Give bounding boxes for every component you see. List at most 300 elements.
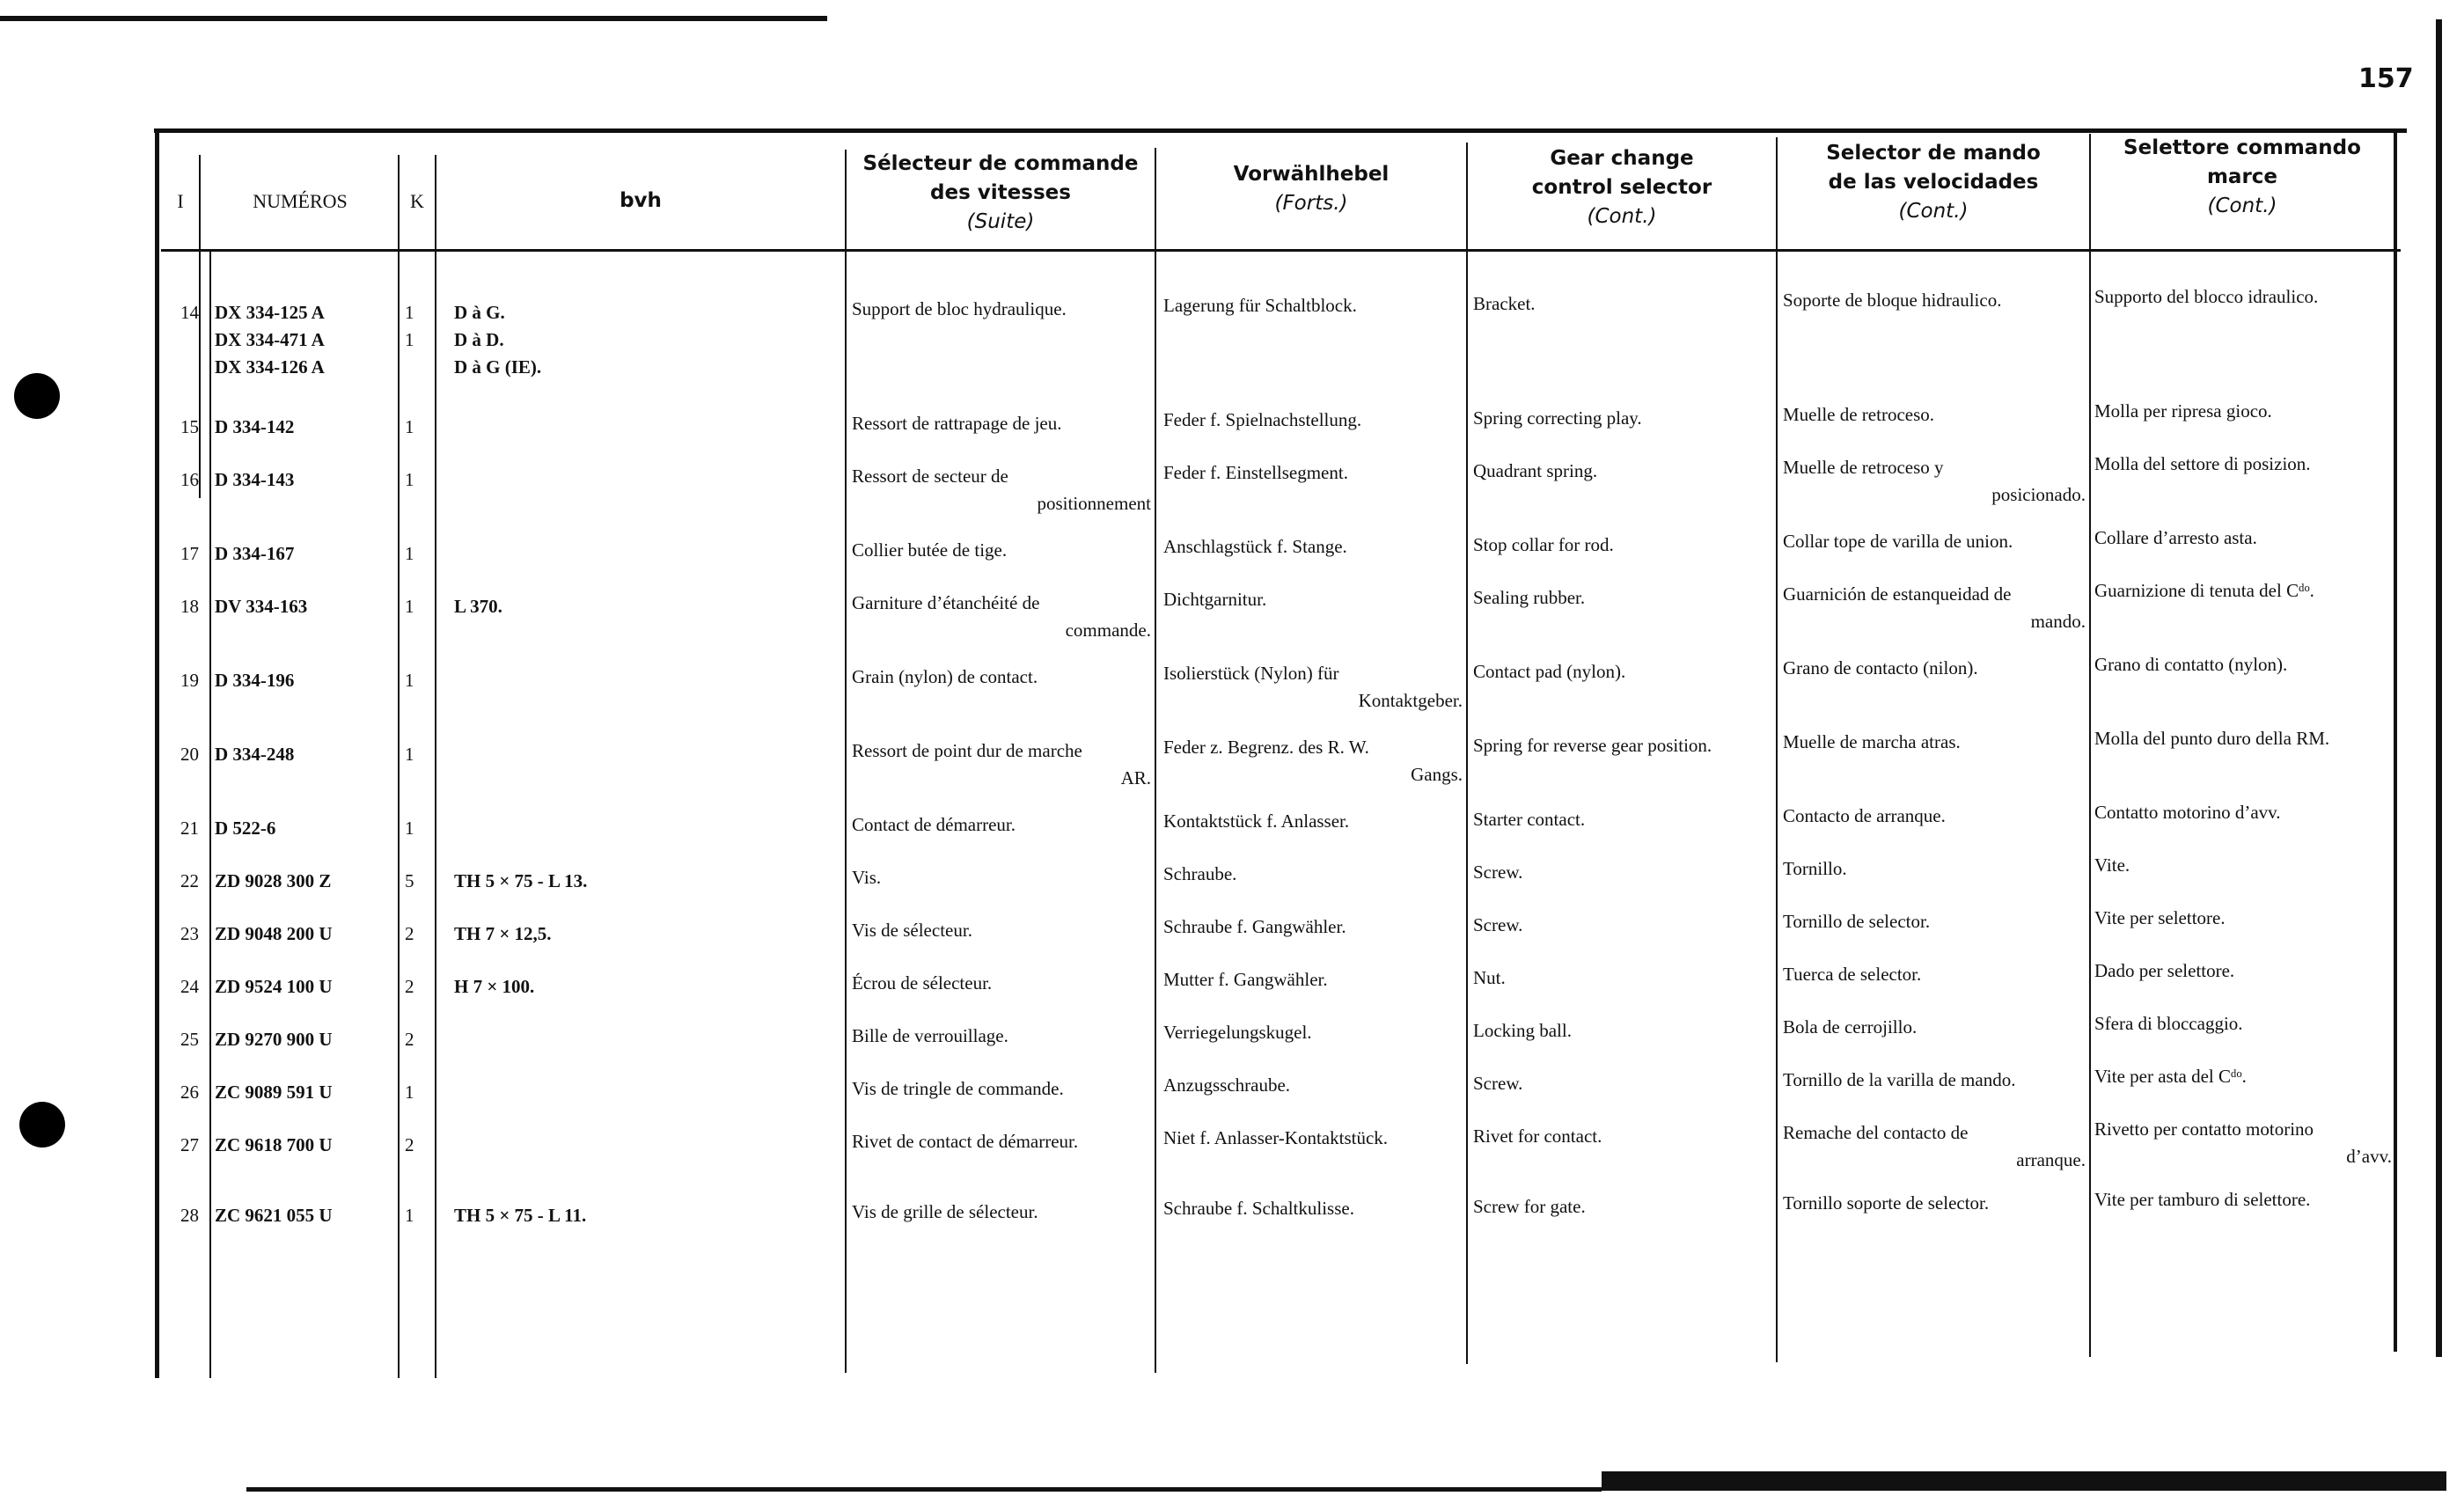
cell-en: [1473, 964, 1772, 992]
header-spanish: [1778, 139, 2089, 226]
cell-de: [1163, 861, 1463, 888]
cell-de-line: Feder z. Begrenz. des R. W.: [1163, 737, 1369, 758]
cell-num-line: ZD 9048 200 U: [215, 923, 333, 944]
cell-i: [167, 667, 199, 694]
cell-es-line: Tornillo de la varilla de mando.: [1783, 1069, 2016, 1090]
cell-i-line: 21: [180, 818, 199, 839]
cell-num: [215, 540, 395, 568]
cell-it: [2094, 1116, 2392, 1170]
cell-num: [215, 973, 395, 1001]
cell-bvh: [454, 973, 832, 1001]
cell-es: [1783, 1014, 2086, 1041]
cell-it-line: Dado per selettore.: [2094, 960, 2235, 981]
cell-it-line: Vite per selettore.: [2094, 907, 2226, 928]
cell-en-line: Nut.: [1473, 967, 1506, 988]
cell-num-line: DV 334-163: [215, 596, 308, 617]
cell-it: [2094, 957, 2392, 985]
column-divider: [1155, 148, 1156, 1373]
cell-bvh-line: L 370.: [454, 596, 502, 617]
cell-k-line: 2: [405, 1134, 414, 1155]
header-french-line: Sélecteur de commande: [862, 152, 1139, 175]
cell-de-line: Dichtgarnitur.: [1163, 589, 1267, 610]
cell-de-line: Isolierstück (Nylon) für: [1163, 663, 1339, 684]
cell-it: [2094, 725, 2392, 752]
cell-num-line: DX 334-471 A: [215, 329, 325, 350]
cell-k-line: 1: [405, 329, 414, 350]
cell-bvh: [454, 868, 832, 895]
bottom-scan-bar-thick: [1602, 1471, 2446, 1491]
cell-fr: [852, 410, 1151, 437]
cell-de-line: Schraube.: [1163, 863, 1237, 884]
cell-num-line: ZC 9618 700 U: [215, 1134, 333, 1155]
cell-de: [1163, 586, 1463, 613]
cell-it-line: Vite.: [2094, 854, 2130, 876]
cell-fr: [852, 1075, 1151, 1103]
cell-fr-line: Vis de tringle de commande.: [852, 1078, 1064, 1099]
header-bottom-rule: [161, 249, 2401, 252]
cell-en-line: Locking ball.: [1473, 1020, 1572, 1041]
cell-num-line: ZD 9270 900 U: [215, 1029, 333, 1050]
cell-num-line: ZD 9524 100 U: [215, 976, 333, 997]
cell-it-line: Molla per ripresa gioco.: [2094, 400, 2272, 422]
cell-i-line: 26: [180, 1082, 199, 1103]
header-english-line: control selector: [1531, 176, 1712, 199]
cell-k: [405, 667, 431, 694]
cell-fr: [852, 737, 1151, 792]
cell-num-line: ZC 9621 055 U: [215, 1205, 333, 1226]
cell-en: [1473, 658, 1772, 686]
cell-k: [405, 466, 431, 494]
cell-en-line: Screw.: [1473, 1073, 1523, 1094]
cell-it-line: Vite per tamburo di selettore.: [2094, 1189, 2311, 1210]
cell-k-line: 1: [405, 416, 414, 437]
cell-de-line: Anschlagstück f. Stange.: [1163, 536, 1347, 557]
table-top-border: [154, 128, 2407, 133]
column-divider: [1776, 137, 1778, 1362]
cell-i-line: 24: [180, 976, 199, 997]
header-french-line: des vitesses: [930, 181, 1071, 204]
header-german-line: (Forts.): [1274, 192, 1348, 215]
cell-en-line: Stop collar for rod.: [1473, 534, 1614, 555]
cell-k: [405, 1026, 431, 1053]
cell-fr-line: Écrou de sélecteur.: [852, 972, 993, 994]
cell-it: [2094, 1010, 2392, 1038]
cell-fr-line: AR.: [1120, 767, 1151, 788]
header-bvh: bvh: [620, 189, 662, 212]
cell-de-line: Kontaktstück f. Anlasser.: [1163, 810, 1350, 832]
cell-es: [1783, 655, 2086, 682]
page-number: 157: [2358, 63, 2414, 94]
cell-bvh-line: D à G (IE).: [454, 356, 542, 378]
cell-it: [2094, 799, 2392, 826]
cell-k-line: 1: [405, 744, 414, 765]
cell-es: [1783, 855, 2086, 883]
cell-es: [1783, 1119, 2086, 1174]
cell-fr-line: Ressort de secteur de: [852, 466, 1008, 487]
top-scan-bar: [0, 16, 827, 21]
cell-es-line: Tornillo.: [1783, 858, 1847, 879]
cell-it: [2094, 283, 2392, 311]
cell-de: [1163, 808, 1463, 835]
cell-it: [2094, 651, 2392, 678]
cell-k-line: 1: [405, 302, 414, 323]
cell-fr: [852, 1023, 1151, 1050]
cell-i: [167, 593, 199, 620]
cell-bvh: [454, 593, 832, 620]
cell-it: [2094, 1063, 2392, 1090]
cell-i-line: 27: [180, 1134, 199, 1155]
cell-bvh-line: H 7 × 100.: [454, 976, 535, 997]
header-k: K: [410, 190, 424, 212]
cell-es-line: posicionado.: [1991, 484, 2086, 505]
header-english-line: (Cont.): [1587, 205, 1657, 228]
cell-num: [215, 741, 395, 768]
cell-de-line: Schraube f. Gangwähler.: [1163, 916, 1346, 937]
cell-k: [405, 1079, 431, 1106]
header-spanish-line: de las velocidades: [1828, 171, 2039, 194]
header-french-line: (Suite): [966, 210, 1035, 233]
cell-fr-line: Ressort de rattrapage de jeu.: [852, 413, 1062, 434]
cell-fr: [852, 537, 1151, 564]
cell-i-line: 17: [180, 543, 199, 564]
cell-k: [405, 868, 431, 895]
cell-it-line: Guarnizione di tenuta del Cᵈᵒ.: [2094, 580, 2314, 601]
cell-num-line: D 334-248: [215, 744, 295, 765]
cell-fr-line: Vis de grille de sélecteur.: [852, 1201, 1038, 1222]
cell-fr-line: Contact de démarreur.: [852, 814, 1016, 835]
cell-es-line: Guarnición de estanqueidad de: [1783, 583, 2012, 605]
table-left-border: [155, 128, 159, 1378]
cell-i-line: 14: [180, 302, 199, 323]
cell-k-line: 1: [405, 670, 414, 691]
cell-i: [167, 1079, 199, 1106]
cell-en-line: Contact pad (nylon).: [1473, 661, 1626, 682]
cell-fr: [852, 811, 1151, 839]
header-french: [847, 150, 1155, 237]
cell-en: [1473, 732, 1772, 759]
cell-fr-line: commande.: [1065, 620, 1151, 641]
cell-bvh: [454, 299, 832, 381]
cell-fr: [852, 664, 1151, 691]
cell-i-line: 20: [180, 744, 199, 765]
cell-k: [405, 1132, 431, 1159]
cell-num: [215, 815, 395, 842]
header-italian: [2091, 134, 2394, 221]
cell-i-line: 18: [180, 596, 199, 617]
cell-fr: [852, 864, 1151, 891]
cell-en: [1473, 405, 1772, 432]
cell-i: [167, 299, 199, 326]
cell-de-line: Niet f. Anlasser-Kontaktstück.: [1163, 1127, 1389, 1148]
cell-de-line: Gangs.: [1411, 764, 1463, 785]
cell-it-line: Molla del punto duro della RM.: [2094, 728, 2330, 749]
cell-it: [2094, 577, 2392, 605]
header-italian-line: (Cont.): [2207, 194, 2277, 217]
cell-it: [2094, 852, 2392, 879]
cell-en-line: Rivet for contact.: [1473, 1126, 1602, 1147]
cell-es: [1783, 908, 2086, 935]
header-italian-line: marce: [2206, 165, 2278, 188]
cell-it: [2094, 905, 2392, 932]
cell-en: [1473, 1017, 1772, 1045]
cell-es: [1783, 1190, 2086, 1217]
cell-de: [1163, 660, 1463, 715]
cell-es: [1783, 581, 2086, 635]
cell-k: [405, 920, 431, 948]
cell-it: [2094, 398, 2392, 425]
cell-en: [1473, 458, 1772, 485]
cell-i-line: 16: [180, 469, 199, 490]
cell-fr-line: Ressort de point dur de marche: [852, 740, 1082, 761]
cell-num: [215, 593, 395, 620]
cell-i-line: 28: [180, 1205, 199, 1226]
header-english: [1468, 144, 1776, 231]
cell-bvh: [454, 1202, 832, 1229]
cell-it: [2094, 451, 2392, 478]
cell-num: [215, 414, 395, 441]
column-divider: [435, 155, 436, 1378]
cell-en-line: Starter contact.: [1473, 809, 1586, 830]
cell-i: [167, 815, 199, 842]
cell-de: [1163, 1019, 1463, 1046]
cell-fr-line: Garniture d’étanchéité de: [852, 592, 1040, 613]
cell-num: [215, 1202, 395, 1229]
cell-k-line: 2: [405, 923, 414, 944]
header-german-line: Vorwählhebel: [1233, 163, 1390, 186]
cell-es: [1783, 401, 2086, 429]
cell-es-line: Bola de cerrojillo.: [1783, 1016, 1918, 1038]
cell-bvh-line: D à G.: [454, 302, 505, 323]
cell-num-line: D 522-6: [215, 818, 276, 839]
cell-k: [405, 973, 431, 1001]
cell-en: [1473, 806, 1772, 833]
cell-de-line: Verriegelungskugel.: [1163, 1022, 1312, 1043]
cell-de: [1163, 459, 1463, 487]
cell-it-line: Sfera di bloccaggio.: [2094, 1013, 2243, 1034]
cell-en-line: Spring correcting play.: [1473, 407, 1642, 429]
cell-es: [1783, 729, 2086, 756]
cell-es-line: Contacto de arranque.: [1783, 805, 1946, 826]
cell-bvh-line: TH 7 × 12,5.: [454, 923, 552, 944]
cell-num: [215, 1026, 395, 1053]
cell-fr-line: positionnement: [1037, 493, 1151, 514]
cell-it-line: Grano di contatto (nylon).: [2094, 654, 2288, 675]
cell-bvh-line: TH 5 × 75 - L 13.: [454, 870, 588, 891]
cell-de: [1163, 913, 1463, 941]
binder-hole: [14, 373, 60, 419]
cell-de-line: Feder f. Einstellsegment.: [1163, 462, 1348, 483]
cell-de: [1163, 292, 1463, 319]
binder-hole: [19, 1102, 65, 1148]
cell-it-line: Vite per asta del Cᵈᵒ.: [2094, 1066, 2247, 1087]
cell-fr: [852, 590, 1151, 644]
cell-num-line: D 334-143: [215, 469, 295, 490]
cell-k: [405, 815, 431, 842]
cell-en-line: Screw for gate.: [1473, 1196, 1586, 1217]
cell-it-line: d’avv.: [2346, 1146, 2392, 1167]
right-scan-bar: [2436, 19, 2442, 1357]
cell-k: [405, 741, 431, 768]
cell-es-line: arranque.: [2016, 1149, 2086, 1170]
cell-en: [1473, 1193, 1772, 1221]
cell-i-line: 15: [180, 416, 199, 437]
cell-i: [167, 868, 199, 895]
cell-it-line: Molla del settore di posizion.: [2094, 453, 2311, 474]
cell-i-line: 22: [180, 870, 199, 891]
cell-i-line: 19: [180, 670, 199, 691]
cell-k-line: 2: [405, 976, 414, 997]
cell-fr: [852, 917, 1151, 944]
cell-it-line: Collare d’arresto asta.: [2094, 527, 2257, 548]
cell-num-line: DX 334-125 A: [215, 302, 325, 323]
cell-num: [215, 466, 395, 494]
cell-de-line: Mutter f. Gangwähler.: [1163, 969, 1328, 990]
cell-es-line: Collar tope de varilla de union.: [1783, 531, 2013, 552]
cell-num-line: D 334-196: [215, 670, 295, 691]
column-divider: [398, 155, 400, 1378]
cell-it: [2094, 1186, 2392, 1214]
cell-bvh-line: D à D.: [454, 329, 504, 350]
cell-k: [405, 414, 431, 441]
cell-fr-line: Bille de verrouillage.: [852, 1025, 1008, 1046]
cell-en: [1473, 912, 1772, 939]
header-italian-line: Selettore commando: [2123, 136, 2361, 159]
cell-fr-line: Support de bloc hydraulique.: [852, 298, 1067, 319]
column-divider: [1466, 143, 1468, 1364]
cell-de: [1163, 1072, 1463, 1099]
cell-fr-line: Vis de sélecteur.: [852, 920, 972, 941]
cell-en: [1473, 1123, 1772, 1150]
cell-en: [1473, 290, 1772, 318]
header-english-line: Gear change: [1550, 147, 1694, 170]
cell-de-line: Lagerung für Schaltblock.: [1163, 295, 1357, 316]
cell-it: [2094, 524, 2392, 552]
cell-en-line: Sealing rubber.: [1473, 587, 1586, 608]
cell-de: [1163, 533, 1463, 561]
cell-i: [167, 1132, 199, 1159]
cell-i: [167, 973, 199, 1001]
cell-es: [1783, 287, 2086, 314]
cell-es-line: Muelle de retroceso.: [1783, 404, 1935, 425]
cell-en: [1473, 859, 1772, 886]
cell-en-line: Quadrant spring.: [1473, 460, 1598, 481]
cell-es: [1783, 528, 2086, 555]
cell-es-line: Muelle de marcha atras.: [1783, 731, 1961, 752]
cell-num-line: D 334-142: [215, 416, 295, 437]
cell-fr: [852, 1128, 1151, 1155]
table-right-border: [2394, 128, 2397, 1352]
cell-es-line: Tornillo de selector.: [1783, 911, 1931, 932]
cell-es: [1783, 961, 2086, 988]
cell-k: [405, 593, 431, 620]
cell-i: [167, 741, 199, 768]
cell-fr: [852, 1199, 1151, 1226]
cell-i: [167, 1202, 199, 1229]
header-index: I: [177, 190, 184, 212]
cell-num-line: ZC 9089 591 U: [215, 1082, 333, 1103]
cell-es-line: Muelle de retroceso y: [1783, 457, 1944, 478]
cell-num: [215, 920, 395, 948]
cell-num: [215, 299, 395, 381]
cell-bvh-line: TH 5 × 75 - L 11.: [454, 1205, 587, 1226]
cell-num: [215, 667, 395, 694]
cell-fr-line: Vis.: [852, 867, 882, 888]
cell-k-line: 1: [405, 1205, 414, 1226]
cell-de: [1163, 407, 1463, 434]
column-divider: [2089, 134, 2091, 1357]
cell-de: [1163, 966, 1463, 994]
cell-de-line: Schraube f. Schaltkulisse.: [1163, 1198, 1354, 1219]
cell-k: [405, 1202, 431, 1229]
cell-es-line: Grano de contacto (nilon).: [1783, 657, 1978, 678]
cell-es: [1783, 1067, 2086, 1094]
cell-de: [1163, 734, 1463, 788]
cell-num-line: ZD 9028 300 Z: [215, 870, 332, 891]
column-divider: [845, 150, 847, 1373]
header-spanish-line: Selector de mando: [1826, 142, 2041, 165]
cell-num-line: D 334-167: [215, 543, 295, 564]
column-divider: [209, 252, 211, 1378]
cell-k-line: 1: [405, 1082, 414, 1103]
cell-k-line: 1: [405, 543, 414, 564]
cell-k-line: 5: [405, 870, 414, 891]
cell-i: [167, 540, 199, 568]
header-spanish-line: (Cont.): [1898, 200, 1969, 223]
cell-de: [1163, 1125, 1463, 1152]
cell-i: [167, 414, 199, 441]
cell-de-line: Feder f. Spielnachstellung.: [1163, 409, 1362, 430]
cell-de: [1163, 1195, 1463, 1222]
cell-en-line: Screw.: [1473, 862, 1523, 883]
cell-it-line: Supporto del blocco idraulico.: [2094, 286, 2319, 307]
cell-es-line: Tuerca de selector.: [1783, 964, 1922, 985]
cell-de-line: Kontaktgeber.: [1358, 690, 1463, 711]
cell-k-line: 1: [405, 596, 414, 617]
cell-bvh: [454, 920, 832, 948]
cell-fr-line: Grain (nylon) de contact.: [852, 666, 1038, 687]
cell-es-line: Soporte de bloque hidraulico.: [1783, 290, 2002, 311]
cell-num: [215, 1079, 395, 1106]
cell-num-line: DX 334-126 A: [215, 356, 325, 378]
cell-k-line: 1: [405, 818, 414, 839]
cell-es: [1783, 803, 2086, 830]
cell-en: [1473, 532, 1772, 559]
header-numeros: NUMÉROS: [253, 190, 348, 212]
cell-en: [1473, 584, 1772, 612]
cell-i: [167, 920, 199, 948]
cell-num: [215, 1132, 395, 1159]
cell-es-line: mando.: [2030, 611, 2086, 632]
cell-i: [167, 466, 199, 494]
cell-en-line: Screw.: [1473, 914, 1523, 935]
cell-k-line: 2: [405, 1029, 414, 1050]
cell-k-line: 1: [405, 469, 414, 490]
cell-it-line: Rivetto per contatto motorino: [2094, 1118, 2314, 1140]
cell-fr-line: Rivet de contact de démarreur.: [852, 1131, 1079, 1152]
cell-en: [1473, 1070, 1772, 1097]
cell-i-line: 23: [180, 923, 199, 944]
cell-en-line: Spring for reverse gear position.: [1473, 735, 1712, 756]
cell-k: [405, 540, 431, 568]
cell-i: [167, 1026, 199, 1053]
cell-i-line: 25: [180, 1029, 199, 1050]
header-german: [1156, 160, 1466, 218]
cell-fr: [852, 296, 1151, 323]
bottom-scan-bar: [246, 1487, 1602, 1492]
cell-k: [405, 299, 431, 354]
cell-fr: [852, 970, 1151, 997]
cell-num: [215, 868, 395, 895]
